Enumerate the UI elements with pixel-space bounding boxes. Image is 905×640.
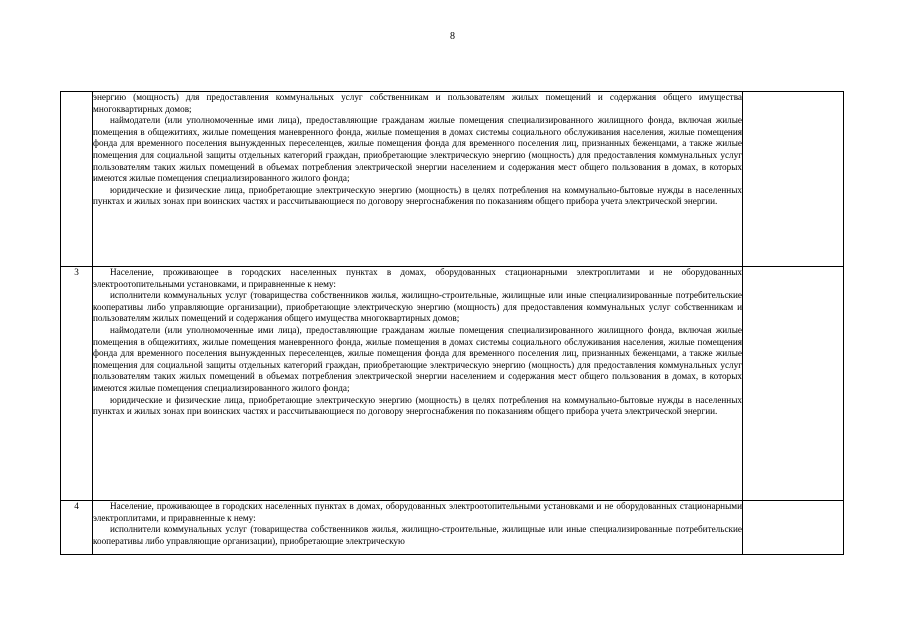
paragraph: Население, проживающее в городских населенных пунктах в домах, оборудованных стационарными электроплитами и не оборудованных электроотопительными установками, и приравненные к нему:: [93, 267, 742, 289]
row-value: [743, 92, 844, 267]
paragraph: Население, проживающее в городских населенных пунктах в домах, оборудованных электроотопительными установками и не оборудованных стационарными электроплитами, и приравненные к нему:: [93, 501, 742, 523]
row-description: [93, 92, 743, 267]
table-row: [61, 267, 844, 501]
paragraph: юридические и физические лица, приобретающие электрическую энергию (мощность) в целях потребления на коммунально-бытовые нужды в населенных пунктах и жилых зонах при воинских частях и рассчитывающиеся по договору энергоснабжения по показаниям общего прибора учета электрической энергии.: [93, 394, 742, 417]
table-row: [61, 501, 844, 555]
paragraph: исполнители коммунальных услуг (товарищества собственников жилья, жилищно-строительные, жилищные или иные специализированные потребительские кооперативы либо управляющие организации), приобретающие электрическую: [93, 524, 742, 546]
row-value: [743, 501, 844, 555]
row-number: 3: [61, 267, 93, 501]
row-number: 4: [61, 501, 93, 555]
row-description: [93, 501, 743, 555]
tariff-table: [60, 91, 844, 555]
row-description: [93, 267, 743, 501]
row-value: [743, 267, 844, 501]
paragraph: наймодатели (или уполномоченные ими лица), предоставляющие гражданам жилые помещения специализированного жилищного фонда, включая жилые помещения в общежитиях, жилые помещения маневренного фонда, жилые помещения в домах системы социального обслуживания населения, жилые помещения фонда для временного поселения вынужденных переселенцев, жилые помещения фонда для временного поселения лиц, признанных беженцами, а также жилые помещения для социальной защиты отдельных категорий граждан, приобретающие электрическую энергию (мощность) для предоставления коммунальных услуг пользователям таких жилых помещений в объемах потребления электрической энергии населением и содержания мест общего пользования в домах, в которых имеются жилые помещения специализированного жилого фонда;: [93, 115, 742, 184]
row-number: [61, 92, 93, 267]
paragraph: юридические и физические лица, приобретающие электрическую энергию (мощность) в целях потребления на коммунально-бытовые нужды в населенных пунктах и жилых зонах при воинских частях и рассчитывающиеся по договору энергоснабжения по показаниям общего прибора учета электрической энергии.: [93, 184, 742, 207]
table-row: [61, 92, 844, 267]
paragraph: наймодатели (или уполномоченные ими лица), предоставляющие гражданам жилые помещения специализированного жилищного фонда, включая жилые помещения в общежитиях, жилые помещения маневренного фонда, жилые помещения в домах системы социального обслуживания населения, жилые помещения фонда для временного поселения вынужденных переселенцев, жилые помещения фонда для временного поселения лиц, признанных беженцами, а также жилые помещения для социальной защиты отдельных категорий граждан, приобретающие электрическую энергию (мощность) для предоставления коммунальных услуг пользователям таких жилых помещений в объемах потребления электрической энергии населением и содержания мест общего пользования в домах, в которых имеются жилые помещения специализированного жилого фонда;: [93, 324, 742, 393]
page-number: 8: [450, 31, 455, 42]
paragraph: исполнители коммунальных услуг (товарищества собственников жилья, жилищно-строительные, жилищные или иные специализированные потребительские кооперативы либо управляющие организации), приобретающие электрическую энергию (мощность) для предоставления коммунальных услуг собственникам и пользователям жилых помещений и содержания общего имущества многоквартирных домов;: [93, 290, 742, 324]
paragraph: энергию (мощность) для предоставления коммунальных услуг собственникам и пользователям жилых помещений и содержания общего имущества многоквартирных домов;: [93, 92, 742, 114]
